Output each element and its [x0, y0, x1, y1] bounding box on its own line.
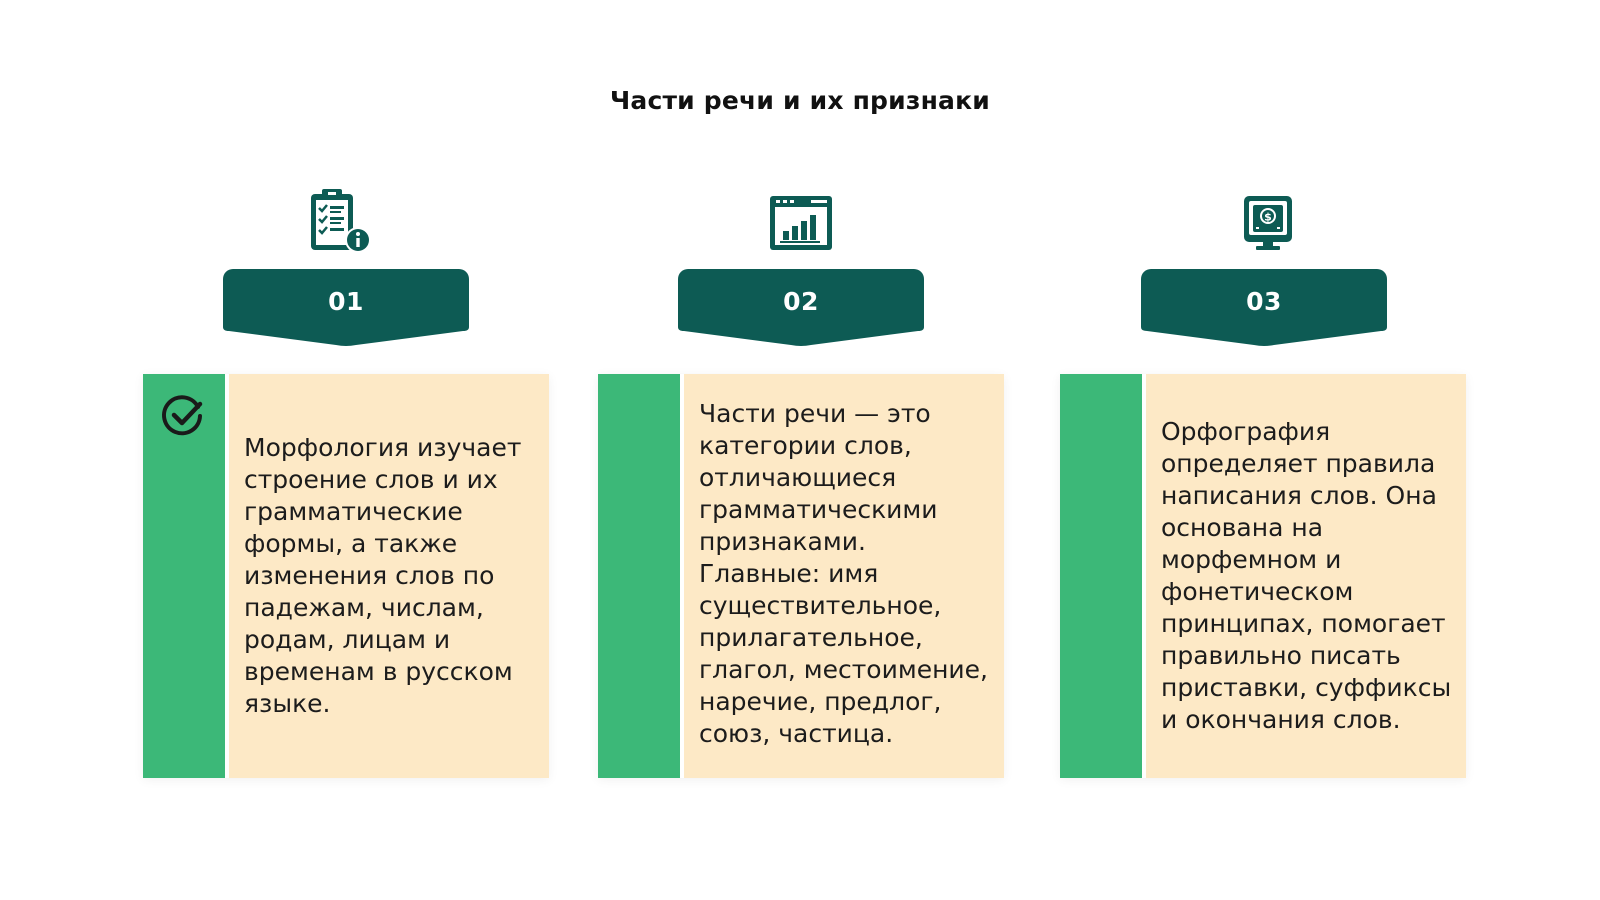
step-badge-02 [678, 269, 924, 347]
card-text: Морфология изучает строение слов и их грамматические формы, а также изменения слов по падежам, числам, родам, лицам и временам в русском языке. [244, 433, 522, 718]
info-card-01 [143, 374, 549, 778]
step-number: 03 [1246, 287, 1282, 316]
check-circle-icon [160, 393, 206, 439]
svg-text:$: $ [1264, 210, 1272, 224]
browser-chart-icon [765, 186, 837, 258]
clipboard-info-icon [306, 186, 378, 258]
column-03 [1060, 0, 1470, 900]
monitor-dollar-icon [1236, 186, 1308, 258]
card-text: Орфография определяет правила написания слов. Она основана на морфемном и фонетическом принципах, помогает правильно писать приставки, суффиксы и окончания слов. [1161, 417, 1452, 734]
page-title: Части речи и их признаки [609, 86, 991, 115]
info-card-02 [598, 374, 1004, 778]
step-number: 01 [328, 287, 364, 316]
card-text: Части речи — это категории слов, отличающиеся грамматическими признаками. Главные: имя существительное, прилагательное, глагол, местоимение, наречие, предлог, союз, частица. [699, 399, 988, 748]
step-badge-01 [223, 269, 469, 347]
card-stripe [598, 374, 680, 778]
card-body [229, 374, 549, 778]
column-01 [143, 0, 553, 900]
step-badge-03 [1141, 269, 1387, 347]
card-stripe [1060, 374, 1142, 778]
card-body [1146, 374, 1466, 778]
info-card-03 [1060, 374, 1466, 778]
card-body [684, 374, 1004, 778]
step-number: 02 [783, 287, 819, 316]
card-stripe [143, 374, 225, 778]
column-02 [598, 0, 1008, 900]
